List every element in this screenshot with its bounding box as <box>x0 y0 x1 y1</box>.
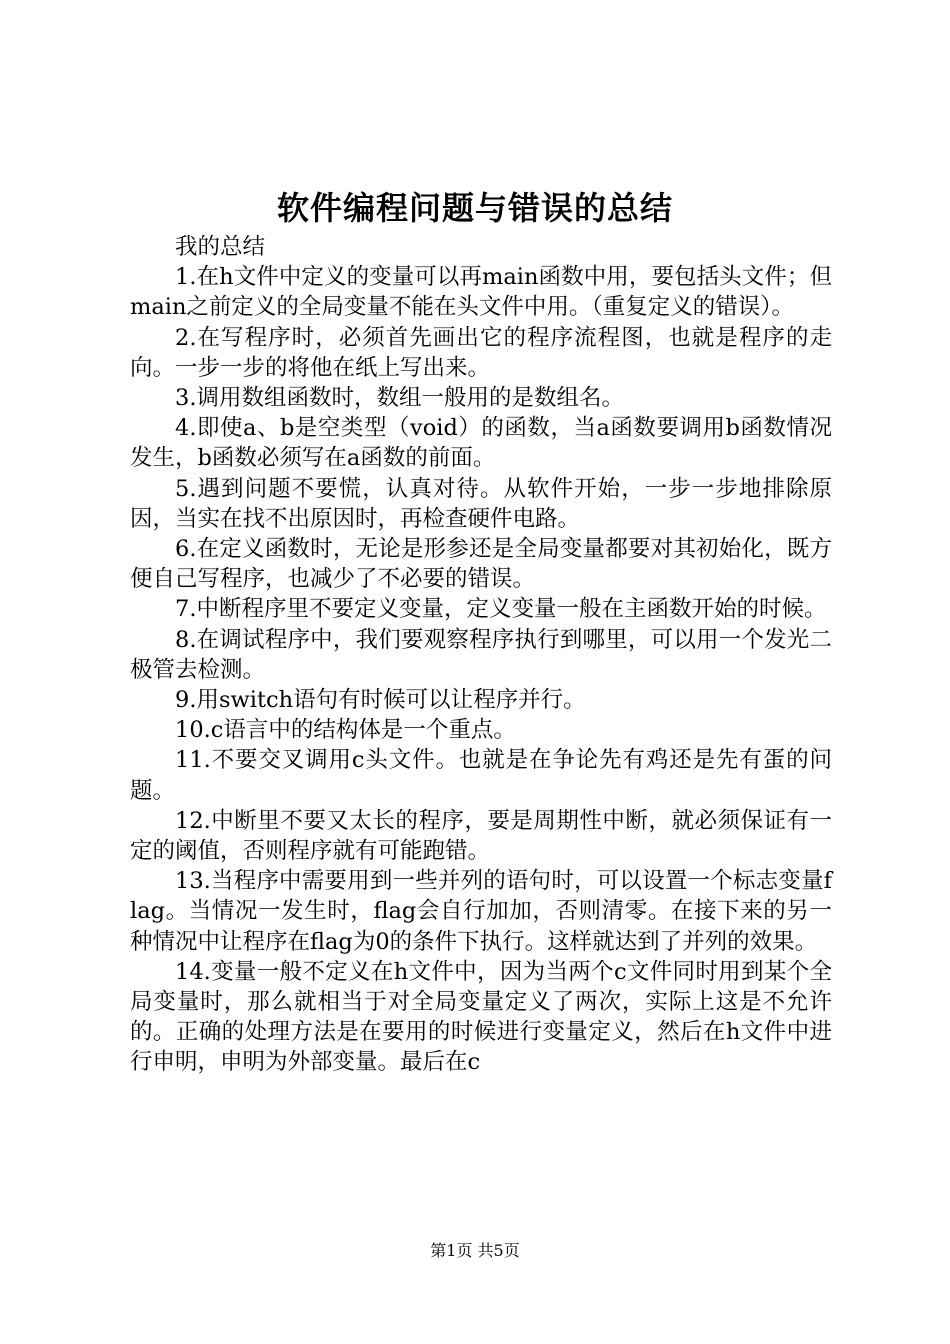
paragraph-item-13: 13.当程序中需要用到一些并列的语句时，可以设置一个标志变量flag。当情况一发生时，flag会自行加加，否则清零。在接下来的另一种情况中让程序在flag为0的条件下执行。这样就达到了并列的效果。 <box>130 868 832 955</box>
paragraph-item-5: 5.遇到问题不要慌，认真对待。从软件开始，一步一步地排除原因，当实在找不出原因时，再检查硬件电路。 <box>130 475 832 532</box>
paragraph-item-14: 14.变量一般不定义在h文件中，因为当两个c文件同时用到某个全局变量时，那么就相当于对全局变量定义了两次，实际上这是不允许的。正确的处理方法是在要用的时候进行变量定义，然后在h文件中进行申明，申明为外部变量。最后在c <box>130 958 832 1076</box>
paragraph-item-3: 3.调用数组函数时，数组一般用的是数组名。 <box>175 385 624 412</box>
document-title: 软件编程问题与错误的总结 <box>276 189 673 227</box>
paragraph-item-2: 2.在写程序时，必须首先画出它的程序流程图，也就是程序的走向。一步一步的将他在纸上写出来。 <box>130 324 832 381</box>
paragraph-item-8: 8.在调试程序中，我们要观察程序执行到哪里，可以用一个发光二极管去检测。 <box>130 626 832 683</box>
paragraph-item-7: 7.中断程序里不要定义变量，定义变量一般在主函数开始的时候。 <box>175 596 827 623</box>
document-body <box>130 232 832 1078</box>
page-number-footer: 第1页 共5页 <box>430 1241 520 1260</box>
paragraph-item-6: 6.在定义函数时，无论是形参还是全局变量都要对其初始化，既方便自己写程序，也减少了不必要的错误。 <box>130 536 832 593</box>
paragraph-heading: 我的总结 <box>175 234 266 260</box>
paragraph-item-10: 10.c语言中的结构体是一个重点。 <box>175 717 516 744</box>
paragraph-item-12: 12.中断里不要又太长的程序，要是周期性中断，就必须保证有一定的阈值，否则程序就有可能跑错。 <box>130 807 832 865</box>
paragraph-item-4: 4.即使a、b是空类型（void）的函数，当a函数要调用b函数情况发生，b函数必须写在a函数的前面。 <box>130 415 832 472</box>
paragraph-item-9: 9.用switch语句有时候可以让程序并行。 <box>175 687 586 714</box>
paragraph-item-11: 11.不要交叉调用c头文件。也就是在争论先有鸡还是先有蛋的问题。 <box>130 747 832 804</box>
paragraph-item-1: 1.在h文件中定义的变量可以再main函数中用，要包括头文件；但main之前定义的全局变量不能在头文件中用。（重复定义的错误）。 <box>130 264 832 321</box>
